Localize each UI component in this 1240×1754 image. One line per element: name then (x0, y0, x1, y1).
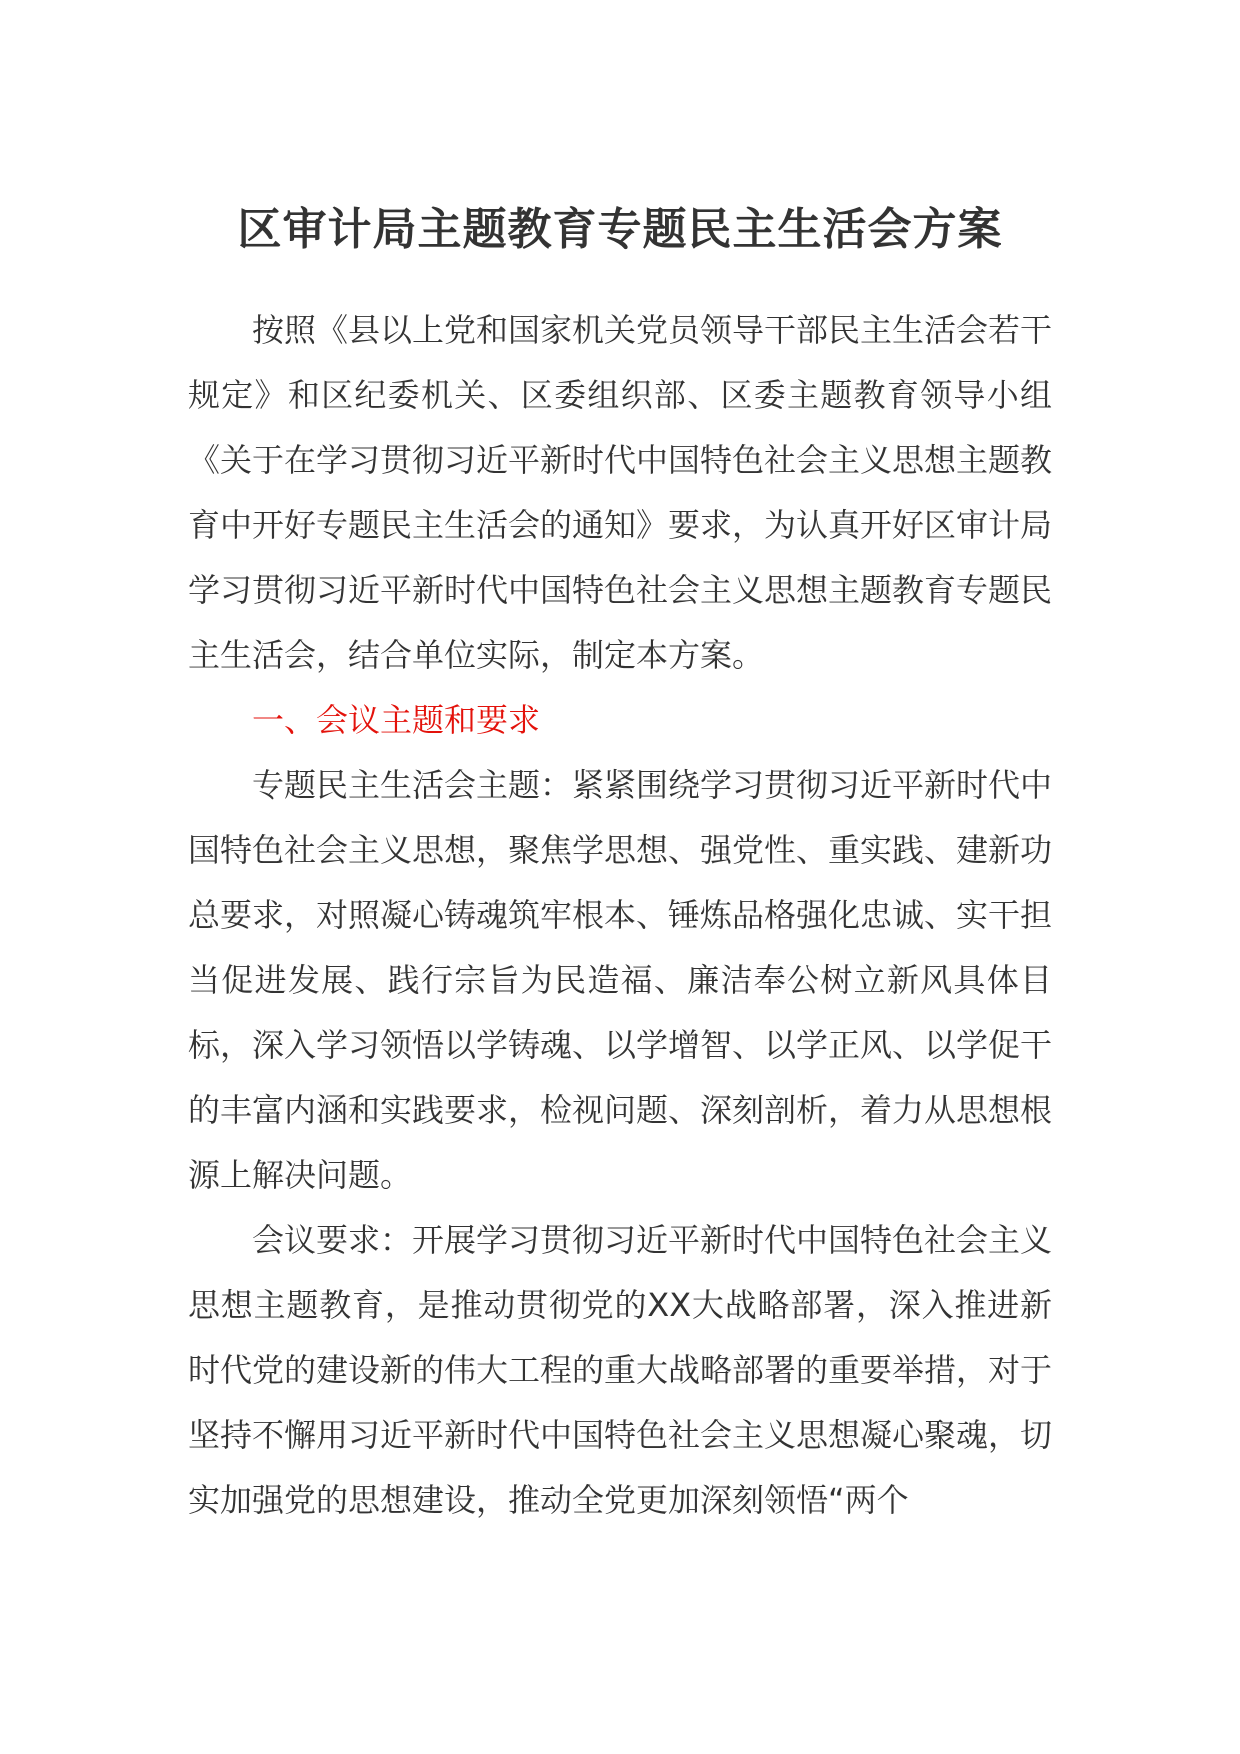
document-title: 区审计局主题教育专题民主生活会方案 (237, 204, 1003, 255)
document-body (188, 298, 1052, 1533)
section-heading-1: 一、会议主题和要求 (252, 701, 541, 739)
requirement-paragraph: 会议要求：开展学习贯彻习近平新时代中国特色社会主义思想主题教育，是推动贯彻党的XX大战略部署，深入推进新时代党的建设新的伟大工程的重大战略部署的重要举措，对于坚持不懈用习近平新时代中国特色社会主义思想凝心聚魂，切实加强党的思想建设，推动全党更加深刻领悟“两个 (188, 1221, 1053, 1519)
intro-paragraph: 按照《县以上党和国家机关党员领导干部民主生活会若干规定》和区纪委机关、区委组织部、区委主题教育领导小组《关于在学习贯彻习近平新时代中国特色社会主义思想主题教育中开好专题民主生活会的通知》要求，为认真开好区审计局学习贯彻习近平新时代中国特色社会主义思想主题教育专题民主生活会，结合单位实际，制定本方案。 (188, 311, 1053, 674)
theme-paragraph: 专题民主生活会主题：紧紧围绕学习贯彻习近平新时代中国特色社会主义思想，聚焦学思想、强党性、重实践、建新功总要求，对照凝心铸魂筑牢根本、锤炼品格强化忠诚、实干担当促进发展、践行宗旨为民造福、廉洁奉公树立新风具体目标，深入学习领悟以学铸魂、以学增智、以学正风、以学促干的丰富内涵和实践要求，检视问题、深刻剖析，着力从思想根源上解决问题。 (188, 766, 1053, 1194)
